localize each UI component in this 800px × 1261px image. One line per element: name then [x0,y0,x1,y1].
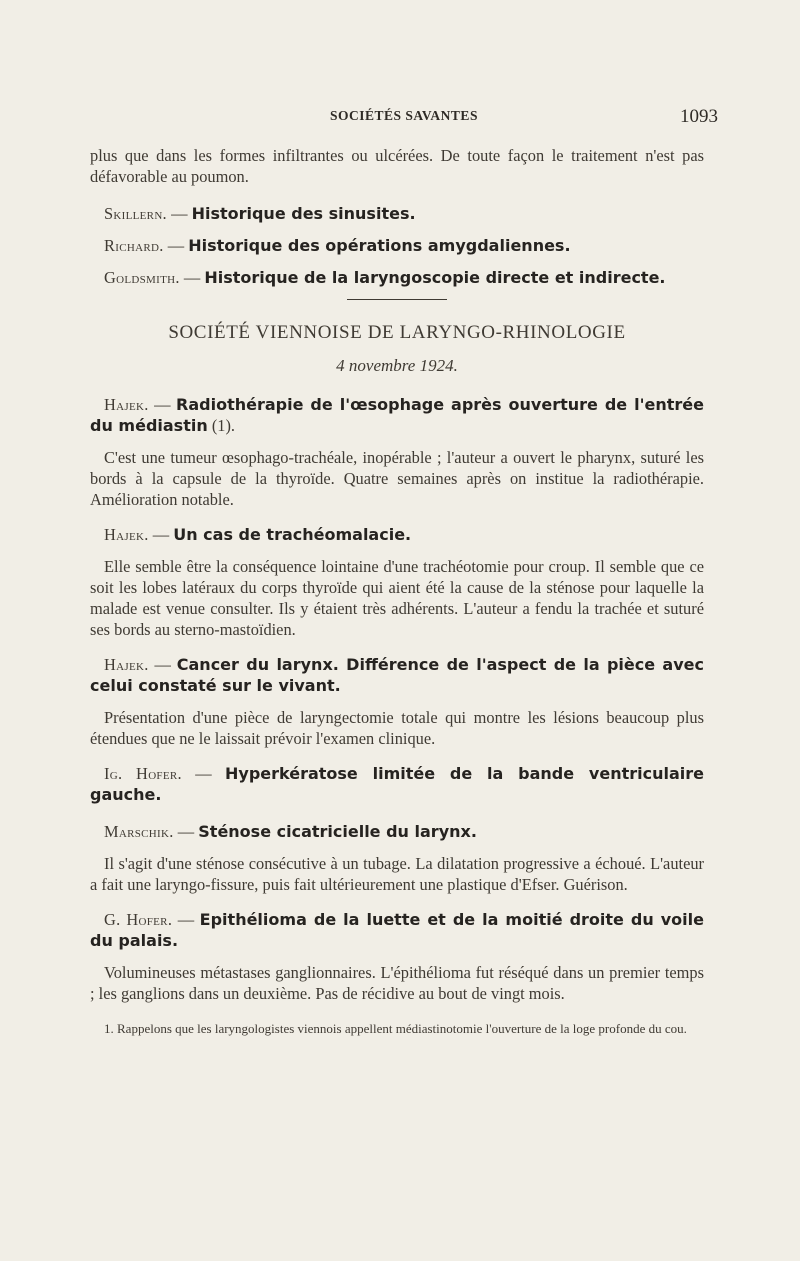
author-name: Goldsmith. [104,268,180,287]
dash: — [173,822,199,841]
entry-title: Historique des sinusites. [191,204,416,223]
dash: — [179,268,205,287]
running-title: SOCIÉTÉS SAVANTES [330,108,478,123]
society-heading: SOCIÉTÉ VIENNOISE DE LARYNGO-RHINOLOGIE [168,322,626,343]
author-name: Richard. [104,236,164,255]
session-date: 4 novembre 1924. [336,356,458,375]
entry-title: Sténose cicatricielle du larynx. [198,822,477,841]
entry-body: Elle semble être la conséquence lointaine d'une trachéotomie pour croup. Il semble que ce soit les lobes latéraux du corps thyroïde qui aient été la cause de la sténose pour laquelle la malade est venue consulter. Ils y étaient très adhérents. L'auteur a fendu la trachée et suturé ses bords au sterno-mastoïdien. [90,557,704,639]
dash: — [166,204,192,223]
dash: — [181,764,225,783]
entry-title: Historique de la laryngoscopie directe et indirecte. [204,268,666,287]
entry-ig-hofer [90,763,704,805]
dash: — [172,910,200,929]
author-name: G. Hofer. [104,910,173,929]
entry-hajek-tracheomalacie [90,524,704,545]
entry-body: Présentation d'une pièce de laryngectomie totale qui montre les lésions beaucoup plus étendues que ne le laissait prévoir l'examen clinique. [90,708,704,748]
dash: — [148,395,177,414]
page-number: 1093 [680,106,718,127]
entry-title: Un cas de trachéomalacie. [173,525,412,544]
author-name: Hajek. [104,525,149,544]
section-divider [347,299,447,300]
entry-richard [90,235,704,256]
entry-marschik [90,821,704,842]
entry-hajek-cancer [90,654,704,696]
intro-paragraph: plus que dans les formes infiltrantes ou ulcérées. De toute façon le traitement n'est pas défavorable au poumon. [90,146,704,186]
author-name: Hajek. [104,395,149,414]
dash: — [148,655,177,674]
footnote: 1. Rappelons que les laryngologistes viennois appellent médiastinotomie l'ouverture de la loge profonde du cou. [104,1021,687,1036]
author-name: Ig. Hofer. [104,764,182,783]
entry-body: C'est une tumeur œsophago-trachéale, inopérable ; l'auteur a ouvert le pharynx, suturé les bords à la capsule de la thyroïde. Quatre semaines après on institue la radiothérapie. Amélioration notable. [90,448,704,509]
running-header [90,106,720,130]
author-name: Skillern. [104,204,167,223]
entry-title: Hyperkératose limitée de la bande ventriculaire gauche. [90,764,704,804]
page-body [90,145,704,1037]
entry-g-hofer [90,909,704,951]
entry-title: Cancer du larynx. Différence de l'aspect de la pièce avec celui constaté sur le vivant. [90,655,704,695]
entry-goldsmith [90,267,704,288]
entry-body: Il s'agit d'une sténose consécutive à un tubage. La dilatation progressive a échoué. L'auteur a fait une laryngo-fissure, puis fait ultérieurement une plastique d'Efser. Guérison. [90,854,704,894]
footnote-ref: (1). [207,416,236,435]
author-name: Hajek. [104,655,149,674]
dash: — [163,236,189,255]
entry-hajek-radiotherapie [90,394,704,436]
entry-skillern [90,203,704,224]
entry-body: Volumineuses métastases ganglionnaires. L'épithélioma fut réséqué dans un premier temps ; les ganglions dans un deuxième. Pas de récidive au bout de vingt mois. [90,963,704,1003]
entry-title: Historique des opérations amygdaliennes. [188,236,571,255]
author-name: Marschik. [104,822,174,841]
dash: — [148,525,174,544]
entry-title: Radiothérapie de l'œsophage après ouverture de l'entrée du médiastin [90,395,704,435]
entry-title: Epithélioma de la luette et de la moitié droite du voile du palais. [90,910,704,950]
